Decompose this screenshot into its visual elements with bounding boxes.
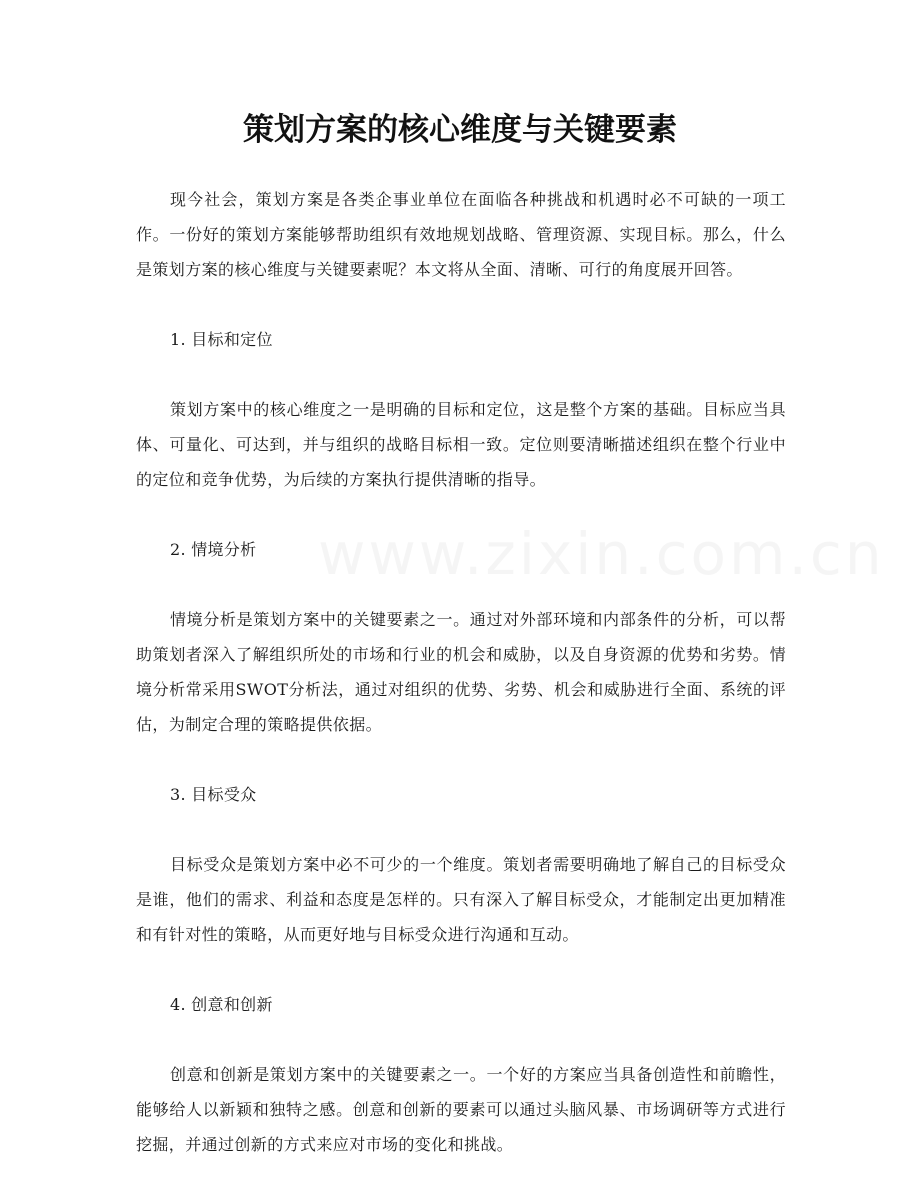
section-body-4: 创意和创新是策划方案中的关键要素之一。一个好的方案应当具备创造性和前瞻性，能够给人以新颖和独特之感。创意和创新的要素可以通过头脑风暴、市场调研等方式进行挖掘，并通过创新的方式来应对市场的变化和挑战。	[136, 1065, 786, 1154]
section-body-2: 情境分析是策划方案中的关键要素之一。通过对外部环境和内部条件的分析，可以帮助策划者深入了解组织所处的市场和行业的机会和威胁，以及自身资源的优势和劣势。情境分析常采用SWOT分析法，通过对组织的优势、劣势、机会和威胁进行全面、系统的评估，为制定合理的策略提供依据。	[136, 610, 786, 734]
document-title: 策划方案的核心维度与关键要素	[243, 112, 677, 148]
watermark: www.zixin.com.cn	[318, 520, 885, 588]
section-heading-2: 2. 情境分析	[170, 540, 257, 559]
section-body-3: 目标受众是策划方案中必不可少的一个维度。策划者需要明确地了解自己的目标受众是谁，他们的需求、利益和态度是怎样的。只有深入了解目标受众，才能制定出更加精准和有针对性的策略，从而更好地与目标受众进行沟通和互动。	[136, 855, 786, 944]
section-heading-3: 3. 目标受众	[170, 785, 257, 804]
document-body	[136, 182, 786, 1197]
section-heading-4: 4. 创意和创新	[170, 995, 273, 1014]
intro-paragraph: 现今社会，策划方案是各类企事业单位在面临各种挑战和机遇时必不可缺的一项工作。一份好的策划方案能够帮助组织有效地规划战略、管理资源、实现目标。那么，什么是策划方案的核心维度与关键要素呢？本文将从全面、清晰、可行的角度展开回答。	[136, 190, 786, 279]
section-body-1: 策划方案中的核心维度之一是明确的目标和定位，这是整个方案的基础。目标应当具体、可量化、可达到，并与组织的战略目标相一致。定位则要清晰描述组织在整个行业中的定位和竞争优势，为后续的方案执行提供清晰的指导。	[136, 400, 786, 489]
section-heading-1: 1. 目标和定位	[170, 330, 273, 349]
